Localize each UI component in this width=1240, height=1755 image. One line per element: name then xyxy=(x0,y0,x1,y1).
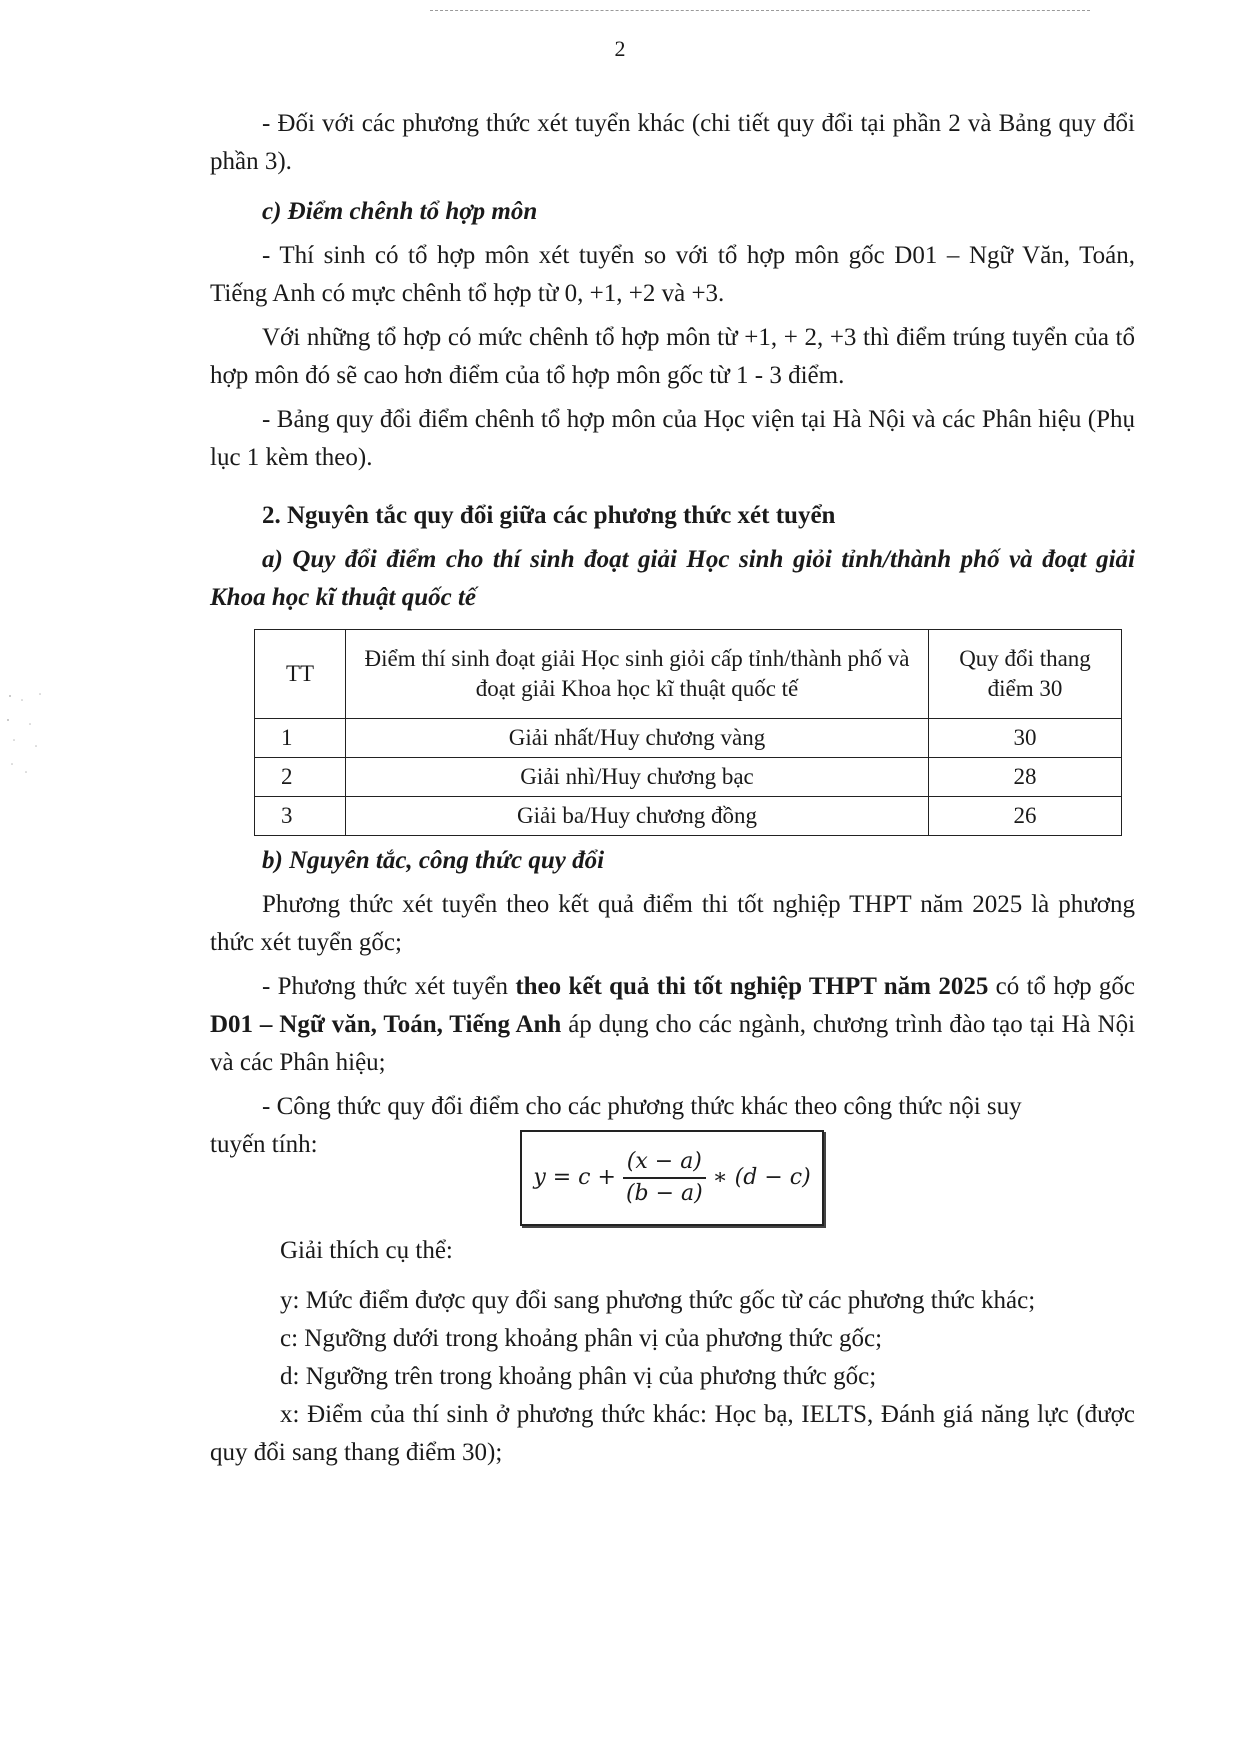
table-cell-tt: 3 xyxy=(255,797,346,836)
page-number: 2 xyxy=(614,36,626,61)
explain-d: d: Ngưỡng trên trong khoảng phân vị của phương thức gốc; xyxy=(280,1363,877,1390)
scan-top-border xyxy=(430,10,1090,12)
paragraph-b1: Phương thức xét tuyển theo kết quả điểm thi tốt nghiệp THPT năm 2025 là phương thức xét tuyển gốc; xyxy=(210,891,1135,956)
paragraph-c3: - Bảng quy đổi điểm chênh tổ hợp môn của Học viện tại Hà Nội và các Phân hiệu (Phụ lục 1 kèm theo). xyxy=(210,406,1135,471)
scan-margin-specks xyxy=(0,690,60,780)
table-row xyxy=(255,758,1122,797)
section-2b-heading: b) Nguyên tắc, công thức quy đổi xyxy=(262,847,605,874)
formula-row xyxy=(210,1126,1135,1226)
explain-heading: Giải thích cụ thể: xyxy=(280,1237,453,1264)
award-conversion-table-wrapper xyxy=(254,629,1122,836)
section-c-heading: c) Điểm chênh tổ hợp môn xyxy=(262,198,538,225)
explain-y: y: Mức điểm được quy đổi sang phương thức gốc từ các phương thức khác; xyxy=(280,1287,1036,1314)
paragraph-b3: - Công thức quy đổi điểm cho các phương thức khác theo công thức nội suy xyxy=(262,1093,1022,1120)
paragraph-b2-bold-1: theo kết quả thi tốt nghiệp THPT năm 2025 xyxy=(515,973,989,1000)
table-cell-score: 26 xyxy=(929,797,1122,836)
table-cell-tt: 2 xyxy=(255,758,346,797)
paragraph-b3-tail: tuyến tính: xyxy=(210,1131,318,1158)
table-cell-score: 28 xyxy=(929,758,1122,797)
paragraph-b2 xyxy=(210,968,1135,1082)
paragraph-other-methods: - Đối với các phương thức xét tuyển khác (chi tiết quy đổi tại phần 2 và Bảng quy đổi phần 3). xyxy=(210,110,1135,175)
paragraph-b2-text-3: áp dụng cho các ngành, chương trình đào tạo tại Hà Nội và các Phân hiệu; xyxy=(210,1011,1136,1076)
table-cell-award: Giải nhất/Huy chương vàng xyxy=(346,719,929,758)
formula-rhs: ∗ (d − c) xyxy=(712,1165,811,1190)
table-cell-award: Giải nhì/Huy chương bạc xyxy=(346,758,929,797)
paragraph-c2: Với những tổ hợp có mức chênh tổ hợp môn từ +1, + 2, +3 thì điểm trúng tuyển của tổ hợp môn đó sẽ cao hơn điểm của tổ hợp môn gốc từ 1 - 3 điểm. xyxy=(210,324,1135,389)
interpolation-formula xyxy=(520,1130,824,1226)
table-header-award: Điểm thí sinh đoạt giải Học sinh giỏi cấp tỉnh/thành phố và đoạt giải Khoa học kĩ thuật quốc tế xyxy=(346,630,929,719)
formula-fraction xyxy=(622,1147,707,1209)
paragraph-b2-bold-2: D01 – Ngữ văn, Toán, Tiếng Anh xyxy=(210,1011,562,1038)
formula-numerator: (x − a) xyxy=(623,1147,706,1179)
table-header-tt: TT xyxy=(255,630,346,719)
paragraph-b2-text-1: - Phương thức xét tuyển xyxy=(262,973,516,1000)
formula-denominator: (b − a) xyxy=(625,1181,703,1206)
table-cell-tt: 1 xyxy=(255,719,346,758)
table-cell-score: 30 xyxy=(929,719,1122,758)
explain-c: c: Ngưỡng dưới trong khoảng phân vị của phương thức gốc; xyxy=(280,1325,883,1352)
section-2-heading: 2. Nguyên tắc quy đổi giữa các phương thức xét tuyển xyxy=(262,502,836,529)
award-conversion-table xyxy=(254,629,1122,836)
formula-lhs: y = c + xyxy=(533,1165,616,1190)
paragraph-b2-text-2: có tổ hợp gốc xyxy=(988,973,1135,1000)
explain-x: x: Điểm của thí sinh ở phương thức khác: Học bạ, IELTS, Đánh giá năng lực (được quy đổi sang thang điểm 30); xyxy=(210,1401,1135,1466)
table-header-row xyxy=(255,630,1122,719)
section-2a-heading: a) Quy đổi điểm cho thí sinh đoạt giải Học sinh giỏi tỉnh/thành phố và đoạt giải Khoa học kĩ thuật quốc tế xyxy=(210,546,1135,611)
paragraph-c1: - Thí sinh có tổ hợp môn xét tuyển so với tổ hợp môn gốc D01 – Ngữ Văn, Toán, Tiếng Anh có mực chênh tổ hợp từ 0, +1, +2 và +3. xyxy=(210,242,1135,307)
table-row xyxy=(255,719,1122,758)
table-header-score: Quy đổi thang điểm 30 xyxy=(929,630,1122,719)
table-cell-award: Giải ba/Huy chương đồng xyxy=(346,797,929,836)
page-content xyxy=(210,105,1135,1472)
table-row xyxy=(255,797,1122,836)
